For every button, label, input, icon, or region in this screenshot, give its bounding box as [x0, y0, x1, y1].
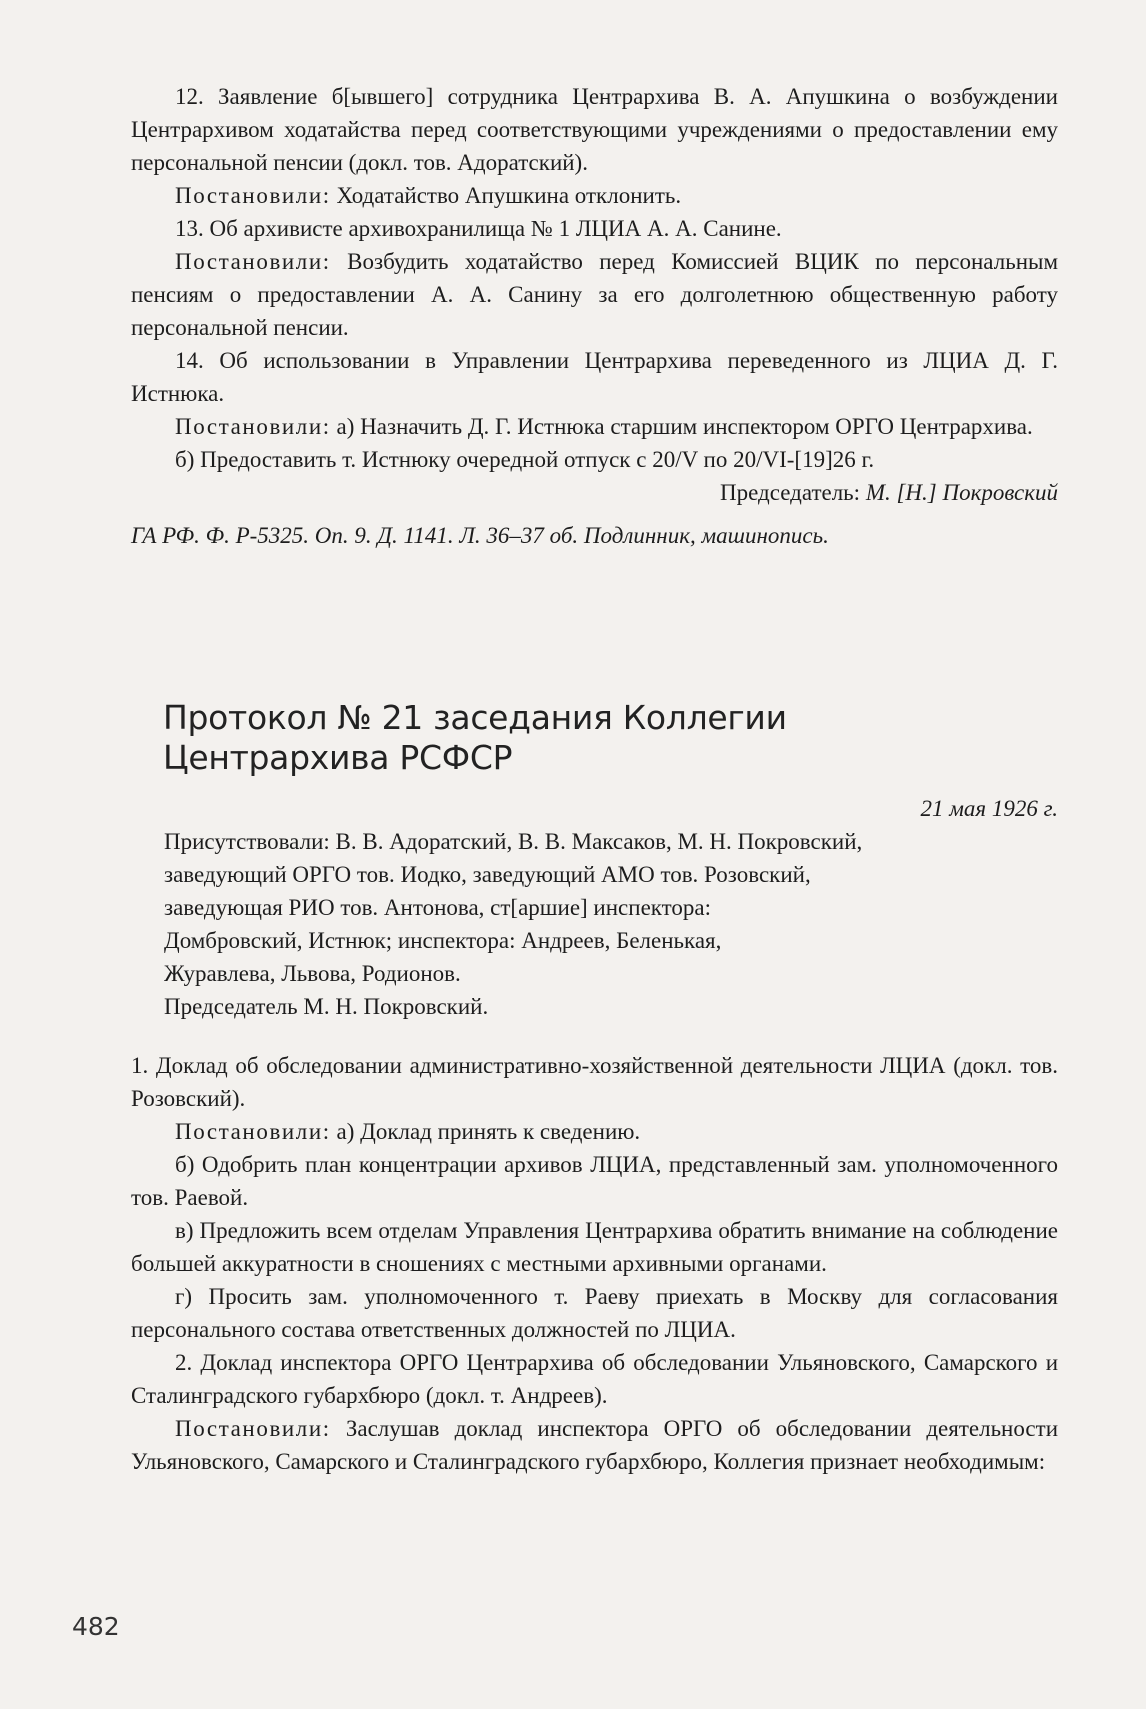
- page-number: 482: [72, 1612, 120, 1641]
- resolution-1v: в) Предложить всем отделам Управления Центрархива обратить внимание на соблюдение большей аккуратности в сношениях с местными архивными органами.: [131, 1218, 1058, 1276]
- resolved-label: Постановили:: [175, 1119, 331, 1144]
- attendance-line: Присутствовали: В. В. Адоратский, В. В. Максаков, М. Н. Покровский,: [164, 829, 863, 854]
- resolved-label: Постановили:: [175, 183, 331, 208]
- resolution-14b: б) Предоставить т. Истнюку очередной отпуск с 20/V по 20/VI-[19]26 г.: [175, 447, 875, 472]
- resolved-label: Постановили:: [175, 1416, 331, 1441]
- item-14: 14. Об использовании в Управлении Центрархива переведенного из ЛЦИА Д. Г. Истнюка.: [131, 348, 1058, 406]
- resolved-label: Постановили:: [175, 414, 331, 439]
- protocol-title: [163, 698, 1043, 778]
- resolution-13: [131, 245, 1058, 344]
- resolution-2-text: Заслушав доклад инспектора ОРГО об обследовании деятельности Ульяновского, Самарского и Сталинградского губархбюро, Коллегия признает необходимым:: [131, 1416, 1059, 1474]
- resolution-14a-text: а) Назначить Д. Г. Истнюка старшим инспектором ОРГО Центрархива.: [336, 414, 1033, 439]
- attendance-line: Домбровский, Истнюк; инспектора: Андреев, Беленькая,: [164, 928, 722, 953]
- archive-source: ГА РФ. Ф. Р-5325. Оп. 9. Д. 1141. Л. 36–37 об. Подлинник, машинопись.: [131, 523, 829, 548]
- attendance-line: Журавлева, Львова, Родионов.: [164, 961, 461, 986]
- resolution-12: [131, 179, 1058, 212]
- resolution-2: [131, 1412, 1058, 1478]
- item-1: 1. Доклад об обследовании административно-хозяйственной деятельности ЛЦИА (докл. тов. Розовский).: [131, 1053, 1058, 1111]
- resolution-1a: [131, 1115, 1058, 1148]
- chair-label: Председатель:: [720, 480, 861, 505]
- item-13: 13. Об архивисте архивохранилища № 1 ЛЦИА А. А. Санине.: [175, 216, 782, 241]
- attendance-list: [131, 825, 1058, 1023]
- resolution-13-text: Возбудить ходатайство перед Комиссией ВЦИК по персональным пенсиям о предоставлении А. А. Санину за его долголетнюю общественную работу персональной пенсии.: [131, 249, 1059, 340]
- resolution-14a: [131, 410, 1058, 443]
- item-12: 12. Заявление б[ывшего] сотрудника Центрархива В. А. Апушкина о возбуждении Центрархивом ходатайства перед соответствующими учреждениями о предоставлении ему персональной пенсии (докл. тов. Адоратский).: [131, 84, 1058, 175]
- protocol-title-line1: Протокол № 21 заседания Коллегии: [163, 698, 787, 737]
- resolution-1g: г) Просить зам. уполномоченного т. Раеву приехать в Москву для согласования персонального состава ответственных должностей по ЛЦИА.: [131, 1284, 1058, 1342]
- attendance-line: заведующая РИО тов. Антонова, ст[аршие] инспектора:: [164, 895, 711, 920]
- chair-name: М. [Н.] Покровский: [865, 480, 1058, 505]
- text-block-protocol: [131, 792, 1058, 1478]
- chairman-line: Председатель М. Н. Покровский.: [164, 994, 489, 1019]
- resolution-1a-text: а) Доклад принять к сведению.: [336, 1119, 641, 1144]
- chair-signature: [131, 476, 1058, 509]
- item-2: 2. Доклад инспектора ОРГО Центрархива об обследовании Ульяновского, Самарского и Сталинградского губархбюро (докл. т. Андреев).: [131, 1350, 1058, 1408]
- resolution-1b: б) Одобрить план концентрации архивов ЛЦИА, представленный зам. уполномоченного тов. Раевой.: [131, 1152, 1058, 1210]
- resolution-12-text: Ходатайство Апушкина отклонить.: [336, 183, 682, 208]
- protocol-title-line2: Центрархива РСФСР: [163, 738, 513, 777]
- text-block-upper: [131, 80, 1058, 552]
- protocol-date: 21 мая 1926 г.: [920, 796, 1058, 821]
- attendance-line: заведующий ОРГО тов. Иодко, заведующий АМО тов. Розовский,: [164, 862, 811, 887]
- resolved-label: Постановили:: [175, 249, 331, 274]
